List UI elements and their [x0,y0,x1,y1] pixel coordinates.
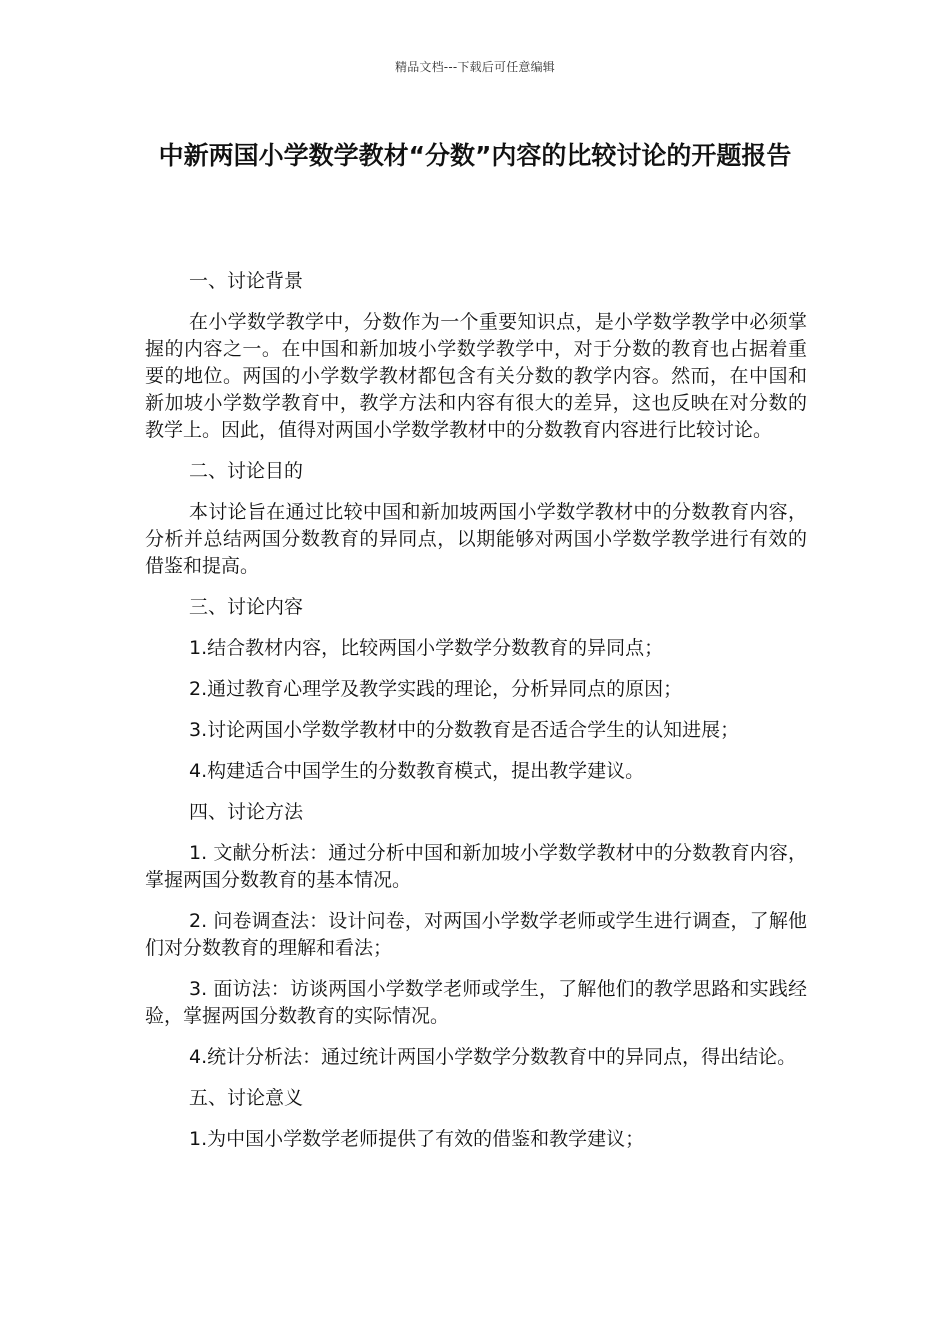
section-heading-background: 一、讨论背景 [189,270,304,292]
section-heading-significance: 五、讨论意义 [189,1087,304,1109]
section-heading-purpose: 二、讨论目的 [189,460,304,482]
method-item: 4.统计分析法：通过统计两国小学数学分数教育中的异同点，得出结论。 [189,1046,797,1068]
header-note: 精品文档---下载后可任意编辑 [395,60,555,74]
significance-item: 1.为中国小学数学老师提供了有效的借鉴和教学建议； [189,1128,645,1150]
content-item: 1.结合教材内容，比较两国小学数学分数教育的异同点； [189,637,664,659]
method-item: 2. 问卷调查法：设计问卷，对两国小学数学老师或学生进行调查，了解他们对分数教育的理解和看法； [145,910,807,959]
content-item: 2.通过教育心理学及教学实践的理论，分析异同点的原因； [189,678,683,700]
content-item: 3.讨论两国小学数学教材中的分数教育是否适合学生的认知进展； [189,719,740,741]
background-paragraph: 在小学数学教学中，分数作为一个重要知识点，是小学数学教学中必须掌握的内容之一。在中国和新加坡小学数学教学中，对于分数的教育也占据着重要的地位。两国的小学数学教材都包含有关分数的教学内容。然而，在中国和新加坡小学数学教育中，教学方法和内容有很大的差异，这也反映在对分数的教学上。因此，值得对两国小学数学教材中的分数教育内容进行比较讨论。 [145,311,807,441]
purpose-paragraph: 本讨论旨在通过比较中国和新加坡两国小学数学教材中的分数教育内容，分析并总结两国分数教育的异同点，以期能够对两国小学数学教学进行有效的借鉴和提高。 [145,501,807,577]
content-item: 4.构建适合中国学生的分数教育模式，提出教学建议。 [189,760,645,782]
document-body [145,268,807,1167]
method-item: 1. 文献分析法：通过分析中国和新加坡小学数学教材中的分数教育内容，掌握两国分数教育的基本情况。 [145,842,807,891]
document-title: 中新两国小学数学教材“分数”内容的比较讨论的开题报告 [158,141,792,170]
section-heading-content: 三、讨论内容 [189,596,304,618]
method-item: 3. 面访法：访谈两国小学数学老师或学生，了解他们的教学思路和实践经验，掌握两国分数教育的实际情况。 [145,978,807,1027]
section-heading-methods: 四、讨论方法 [189,801,304,823]
